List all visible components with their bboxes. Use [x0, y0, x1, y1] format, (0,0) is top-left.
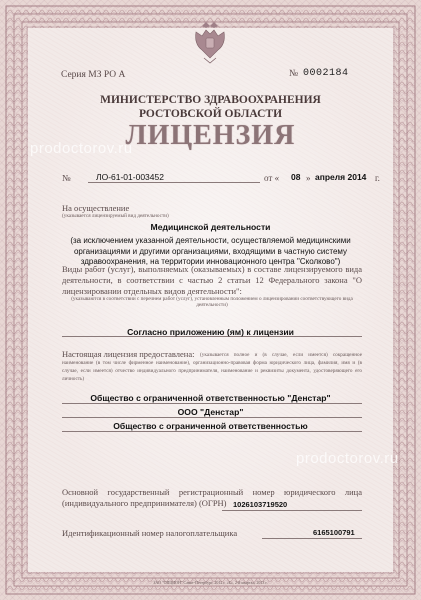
coat-of-arms-icon: [190, 20, 230, 64]
ministry-line-2: РОСТОВСКОЙ ОБЛАСТИ: [138, 108, 283, 120]
year-suffix: г.: [375, 173, 380, 183]
license-day: 08: [291, 172, 301, 182]
activity-label-hint: (указывается лицензируемый вид деятельности): [62, 213, 169, 219]
series-label: Серия МЗ РО А: [61, 70, 126, 80]
inn-text: Идентификационный номер налогоплательщика: [62, 528, 238, 538]
license-number-sign: №: [62, 173, 71, 183]
ministry-line-1: МИНИСТЕРСТВО ЗДРАВООХРАНЕНИЯ: [100, 94, 321, 106]
grantee-form: Общество с ограниченной ответственностью: [113, 421, 308, 431]
license-number: ЛО-61-01-003452: [96, 172, 164, 182]
watermark-top: prodoctorov.ru: [30, 140, 133, 157]
ogrn-value: 1026103719520: [233, 500, 288, 509]
number-sign: №: [289, 69, 299, 79]
inn-value: 6165100791: [313, 528, 355, 537]
grantee-short-name: ООО "Денстар": [177, 407, 244, 417]
activity-name: Медицинской деятельности: [150, 222, 271, 232]
works-text: Виды работ (услуг), выполняемых (оказываемых) в составе лицензируемого вида деятельности, в соответствии с частью 2 статьи 12 Федерального закона "О лицензировании отдельных видов деятельности":: [62, 264, 362, 296]
document-title: ЛИЦЕНЗИЯ: [125, 120, 296, 151]
grantee-intro: Настоящая лицензия предоставлена:: [62, 349, 195, 359]
license-month-year: апреля 2014: [315, 172, 367, 182]
activity-label: На осуществление: [62, 203, 130, 213]
blank-number: 0002184: [303, 68, 349, 79]
appendix-reference: Согласно приложению (ям) к лицензии: [127, 327, 294, 337]
watermark-bottom: prodoctorov.ru: [296, 450, 399, 467]
grantee-hint: (указывается полное и (в случае, если имеется) сокращенное наименование (в том числе фирменное наименование), организационно-правовая форма юридического лица, фамилия, имя и (в случае, если имеется) отчество индивидуального предпринимателя, наименование и реквизиты документа, удостоверяющего его личность): [62, 352, 362, 382]
printer-imprint: ЗАО "ОПЦИОН" Санкт-Петербург, 2012 г. «Б», 2-й квартал, 2013 г.: [153, 580, 268, 585]
date-close: »: [306, 173, 311, 183]
activity-exclusion: (за исключением указанной деятельности, осуществляемой медицинскими организациями и другими организациями, входящими в частную систему здравоохранения, на территории инновационного центра "Сколково"): [70, 236, 351, 266]
works-hint: (указываются в соответствии с перечнем работ (услуг), установленным положением о лицензировании соответствующего вида деятельности): [71, 296, 353, 308]
date-open: от «: [264, 173, 280, 183]
ogrn-text: Основной государственный регистрационный номер юридического лица (индивидуального предпринимателя) (ОГРН): [62, 487, 362, 508]
grantee-full-name: Общество с ограниченной ответственностью "Денстар": [90, 393, 331, 403]
